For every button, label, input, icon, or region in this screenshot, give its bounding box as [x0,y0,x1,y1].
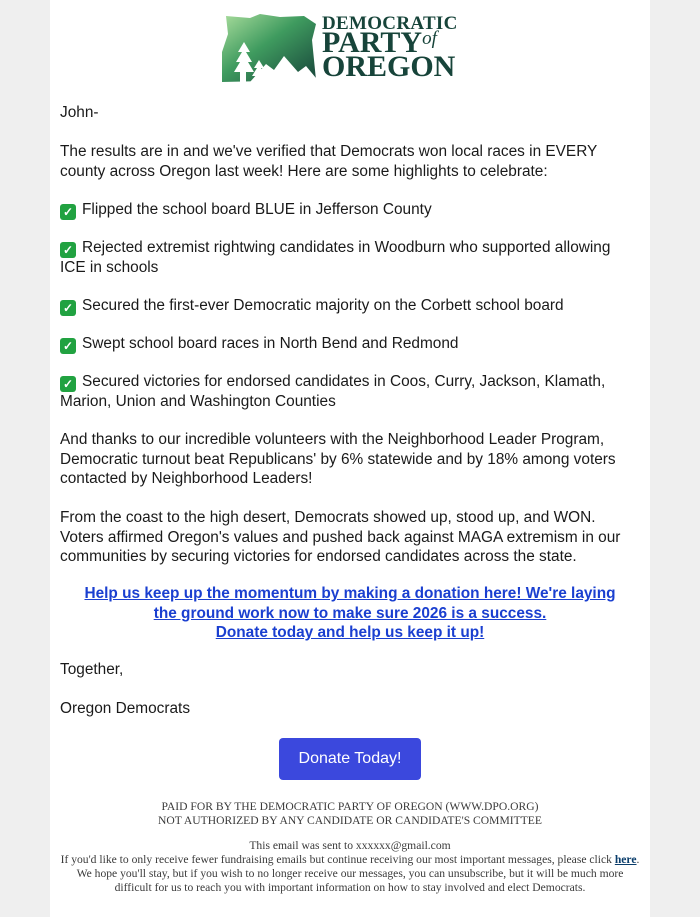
logo-word-party: PARTY [322,26,423,59]
paid-for-disclaimer: PAID FOR BY THE DEMOCRATIC PARTY OF OREGON (WWW.DPO.ORG) [161,800,539,813]
highlight-text: Secured the first-ever Democratic majority on the Corbett school board [82,297,564,314]
intro-paragraph: The results are in and we've verified that Democrats won local races in EVERY county across Oregon last week! Here are some highlights to celebrate: [60,143,598,180]
logo-line-oregon: OREGON [322,50,456,83]
highlight-item [60,296,640,316]
volunteers-paragraph: And thanks to our incredible volunteers with the Neighborhood Leader Program, Democratic turnout beat Republicans' by 6% statewide and by 18% among voters contacted by Neighborhood Leaders! [60,431,616,488]
logo-line-democratic: DEMOCRATIC [322,13,458,34]
dpo-logo[interactable] [220,12,470,84]
highlight-item [60,238,640,278]
check-mark-icon: ✓ [60,242,76,258]
logo-word-of: of [422,28,437,49]
email-preferences-notice [50,853,650,895]
signature: Oregon Democrats [60,700,191,717]
closing: Together, [60,661,124,678]
email-body [50,0,650,917]
greeting: John- [60,104,99,121]
preferences-text: If you'd like to only receive fewer fundraising emails but continue receiving our most important messages, please click [60,853,612,866]
check-mark-icon: ✓ [60,376,76,392]
check-mark-icon: ✓ [60,338,76,354]
check-mark-icon: ✓ [60,204,76,220]
highlight-text: Flipped the school board BLUE in Jefferson County [82,201,432,218]
highlight-item [60,372,640,412]
donate-today-link[interactable]: Donate today and help us keep it up! [215,624,485,641]
highlight-text: Rejected extremist rightwing candidates in Woodburn who supported allowing ICE in schools [60,239,611,276]
highlight-item [60,334,640,354]
sent-to-notice: This email was sent to xxxxxx@gmail.com [249,839,451,852]
coast-paragraph: From the coast to the high desert, Democrats showed up, stood up, and WON. Voters affirmed Oregon's values and pushed back against MAGA extremism in our communities by securing victories for endorsed candidates across the state. [60,509,621,566]
oregon-state-tree-icon [220,12,320,84]
preferences-text-after: . We hope you'll stay, but if you wish to no longer receive our messages, you can unsubscribe, but it will be much more difficult for us to reach you with important information on how to stay involved and elect Democrats. [76,853,640,894]
donate-today-button[interactable]: Donate Today! [279,738,421,780]
donation-link[interactable]: Help us keep up the momentum by making a donation here! We're laying the ground work now to make sure 2026 is a success. [84,585,616,622]
check-mark-icon: ✓ [60,300,76,316]
highlight-text: Secured victories for endorsed candidates in Coos, Curry, Jackson, Klamath, Marion, Union and Washington Counties [60,373,606,410]
highlight-text: Swept school board races in North Bend and Redmond [82,335,459,352]
not-authorized-disclaimer: NOT AUTHORIZED BY ANY CANDIDATE OR CANDIDATE'S COMMITTEE [158,814,542,827]
preferences-here-link[interactable]: here [614,853,637,866]
highlight-item [60,200,640,220]
